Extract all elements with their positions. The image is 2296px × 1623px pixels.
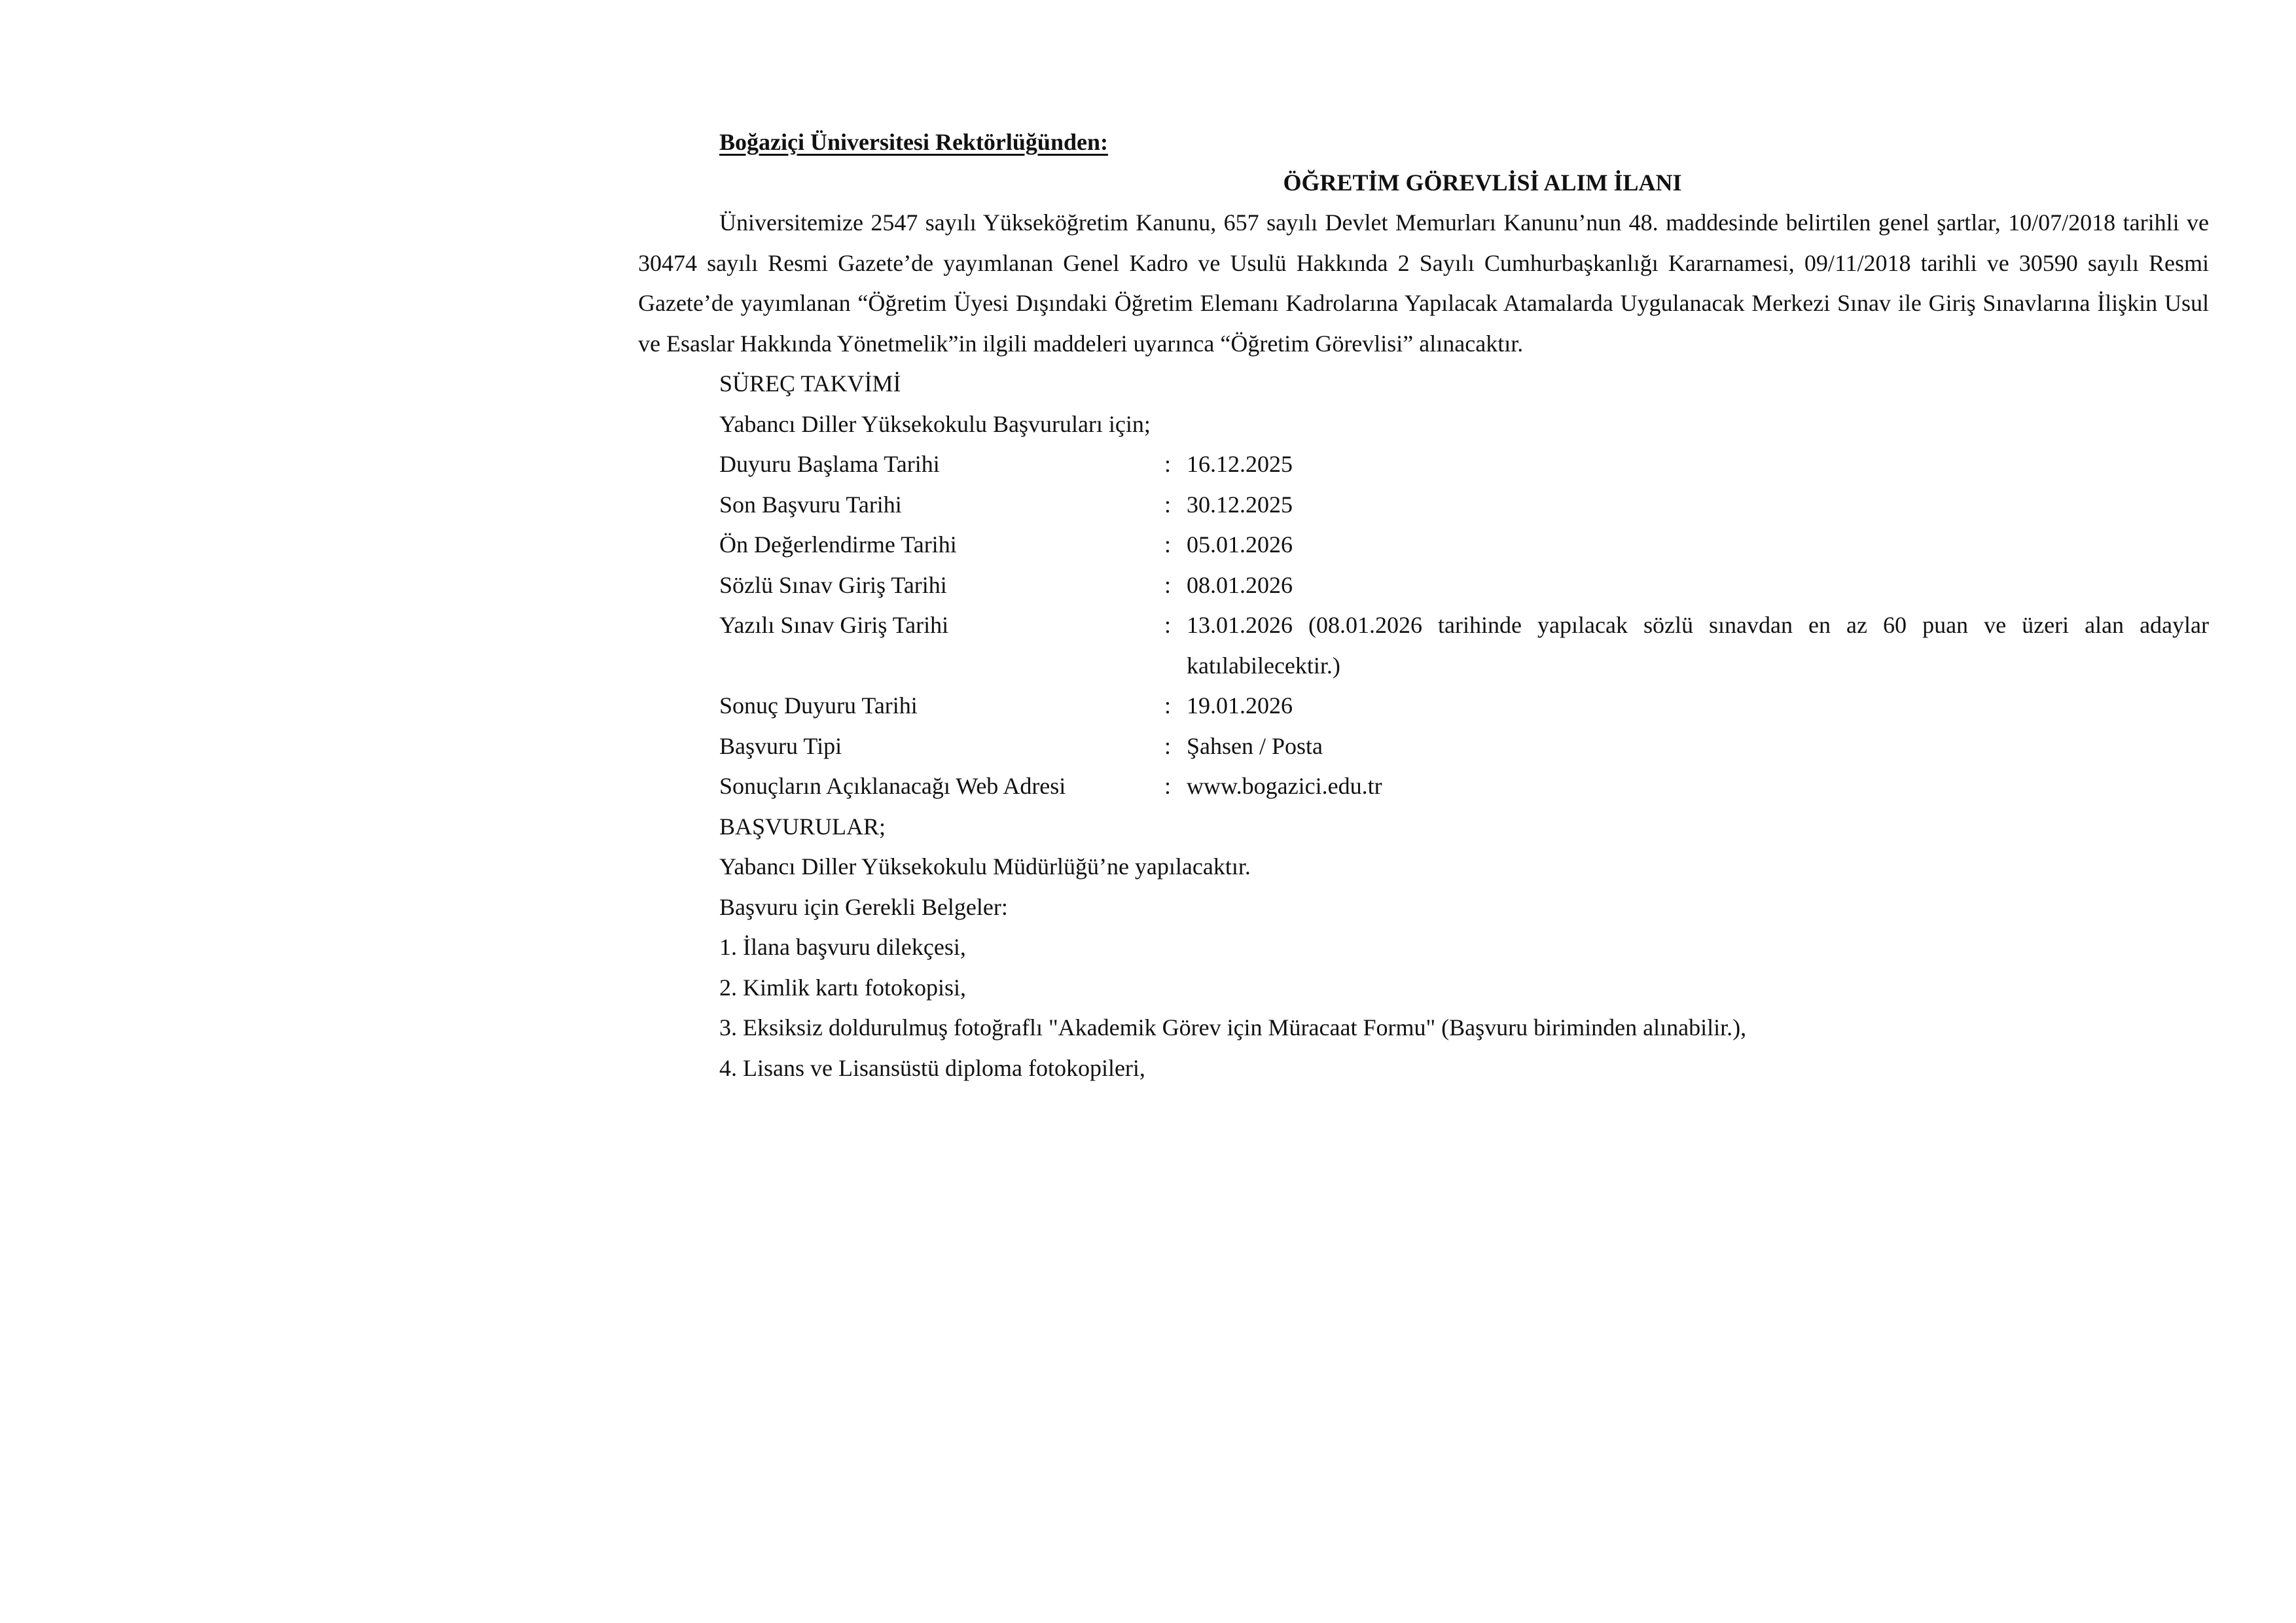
list-item: 3. Eksiksiz doldurulmuş fotoğraflı "Akademik Görev için Müracaat Formu" (Başvuru biriminden alınabilir.), — [719, 1014, 1747, 1041]
schedule-label: Başvuru Tipi — [719, 732, 842, 759]
announcement-title: ÖĞRETİM GÖREVLİSİ ALIM İLANI — [1283, 169, 1682, 196]
schedule-row — [638, 444, 2209, 485]
schedule-row — [638, 605, 2209, 686]
schedule-label: Duyuru Başlama Tarihi — [719, 451, 940, 477]
announcement-body — [638, 122, 2209, 1088]
schedule-row — [638, 766, 2209, 807]
schedule-label: Sonuç Duyuru Tarihi — [719, 692, 918, 719]
schedule-table — [638, 444, 2209, 807]
intro-paragraph: Üniversitemize 2547 sayılı Yükseköğretim Kanunu, 657 sayılı Devlet Memurları Kanunu’nun 48. maddesinde belirtilen genel şartlar, 10/07/2018 tarihli ve 30474 sayılı Resmi Gazete’de yayımlanan Genel Kadro ve Usulü Hakkında 2 Sayılı Cumhurbaşkanlığı Kararnamesi, 09/11/2018 tarihli ve 30590 sayılı Resmi Gazete’de yayımlanan “Öğretim Üyesi Dışındaki Öğretim Elemanı Kadrolarına Yapılacak Atamalarda Uygulanacak Merkezi Sınav ile Giriş Sınavlarına İlişkin Usul ve Esaslar Hakkında Yönetmelik”in ilgili maddeleri uyarınca “Öğretim Görevlisi” alınacaktır. — [638, 209, 2209, 357]
schedule-value: 13.01.2026 (08.01.2026 tarihinde yapılacak sözlü sınavdan en az 60 puan ve üzeri alan adaylar katılabilecektir.) — [1187, 612, 2209, 679]
issuing-authority: Boğaziçi Üniversitesi Rektörlüğünden: — [719, 129, 1108, 155]
schedule-row — [638, 565, 2209, 606]
schedule-value: www.bogazici.edu.tr — [1187, 773, 1382, 799]
schedule-value: 05.01.2026 — [1187, 531, 1293, 558]
applications-text: Yabancı Diller Yüksekokulu Müdürlüğü’ne yapılacaktır. — [719, 853, 1251, 880]
schedule-row — [638, 485, 2209, 526]
schedule-label: Sonuçların Açıklanacağı Web Adresi — [719, 773, 1066, 799]
schedule-value: 16.12.2025 — [1187, 451, 1293, 477]
schedule-row — [638, 525, 2209, 565]
schedule-label: Son Başvuru Tarihi — [719, 491, 902, 518]
documents-heading: Başvuru için Gerekli Belgeler: — [719, 893, 1008, 920]
list-item: 2. Kimlik kartı fotokopisi, — [719, 974, 966, 1001]
schedule-separator: : — [1164, 531, 1172, 558]
schedule-separator: : — [1164, 612, 1172, 638]
schedule-separator: : — [1164, 491, 1172, 518]
schedule-separator: : — [1164, 451, 1172, 477]
schedule-separator: : — [1164, 773, 1172, 799]
schedule-heading: SÜREÇ TAKVİMİ — [719, 370, 901, 397]
list-item: 4. Lisans ve Lisansüstü diploma fotokopileri, — [719, 1054, 1145, 1081]
schedule-label: Sözlü Sınav Giriş Tarihi — [719, 571, 947, 598]
schedule-value: 08.01.2026 — [1187, 571, 1293, 598]
schedule-separator: : — [1164, 692, 1172, 719]
schedule-row — [638, 726, 2209, 767]
schedule-value: 30.12.2025 — [1187, 491, 1293, 518]
schedule-label: Yazılı Sınav Giriş Tarihi — [719, 612, 949, 638]
list-item: 1. İlana başvuru dilekçesi, — [719, 934, 966, 960]
schedule-subheading: Yabancı Diller Yüksekokulu Başvuruları için; — [719, 410, 1151, 437]
authority-line — [638, 122, 2209, 163]
schedule-separator: : — [1164, 571, 1172, 598]
schedule-row — [638, 686, 2209, 726]
applications-heading: BAŞVURULAR; — [719, 813, 886, 840]
schedule-value: 19.01.2026 — [1187, 692, 1293, 719]
documents-list — [638, 927, 2209, 1088]
schedule-separator: : — [1164, 732, 1172, 759]
schedule-label: Ön Değerlendirme Tarihi — [719, 531, 957, 558]
schedule-value: Şahsen / Posta — [1187, 732, 1323, 759]
